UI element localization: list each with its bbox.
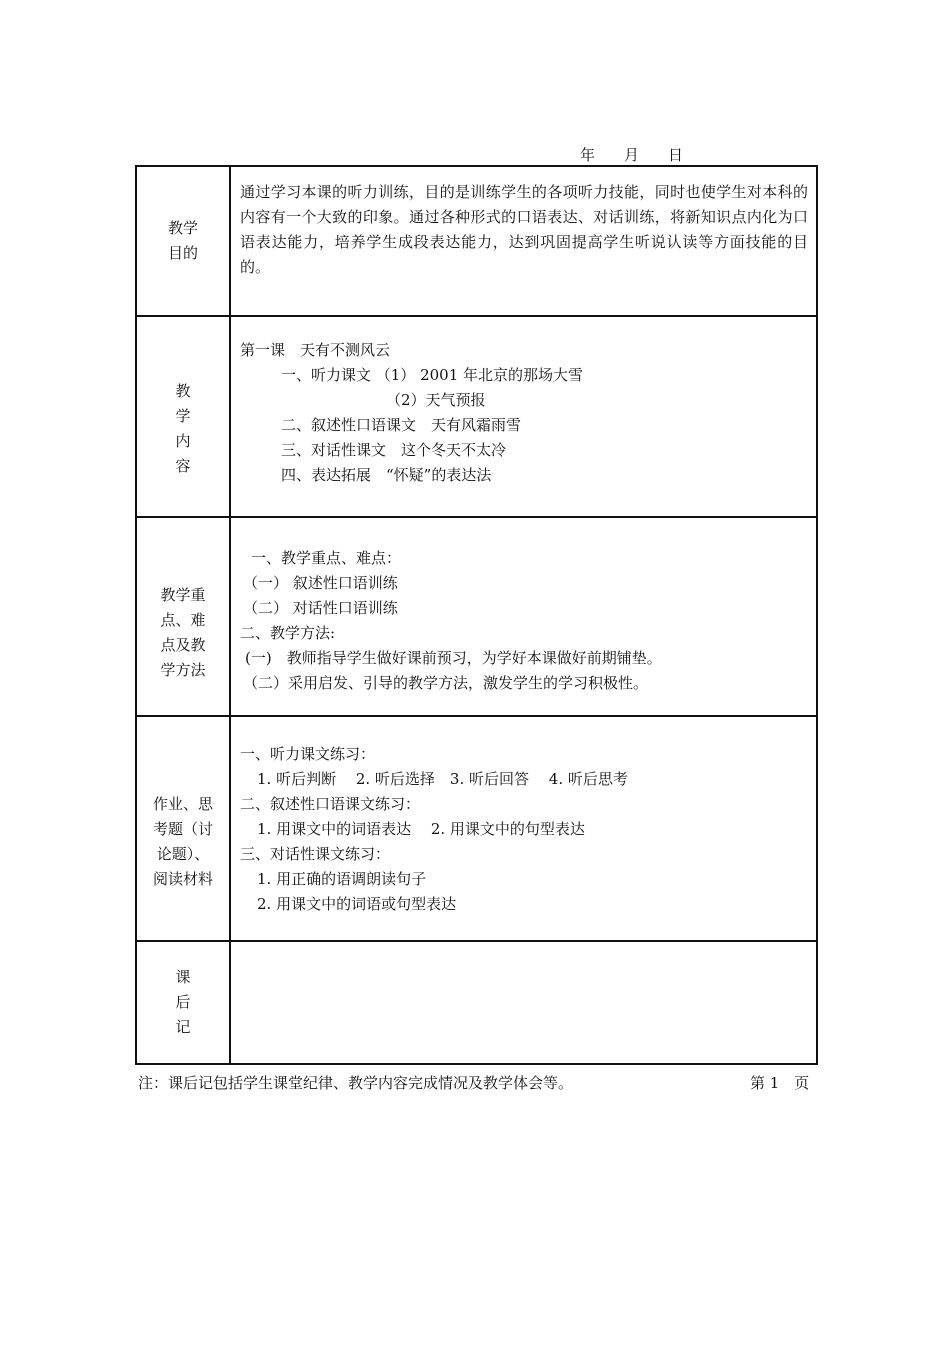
homework-line: 一、听力课文练习： [240, 745, 376, 763]
label-line: 教学 [167, 219, 198, 237]
label-line: 考题（讨 [152, 819, 213, 838]
month-label: 月 [624, 146, 640, 164]
objective-row [136, 166, 817, 316]
content-line: 三、对话性课文 这个冬天不太冷 [281, 440, 507, 459]
focus-line: （二） 对话性口语训练 [243, 598, 398, 617]
footer [138, 1072, 818, 1092]
objective-cell [230, 166, 817, 316]
afterword-cell [230, 941, 817, 1064]
label-line: 内 [175, 431, 191, 450]
day-label: 日 [668, 146, 684, 164]
label-line: 论题）、 [156, 844, 210, 863]
focus-line: （一） 叙述性口语训练 [243, 573, 398, 592]
content-cell [230, 316, 817, 517]
content-line: 一、听力课文 （1） 2001 年北京的那场大雪 [281, 365, 584, 384]
label-line: 目的 [167, 244, 198, 262]
content-row [136, 316, 817, 517]
afterword-label [136, 941, 230, 1064]
focus-label [136, 517, 230, 716]
afterword-row [136, 941, 817, 1064]
label-line: 教学重 [160, 585, 206, 604]
focus-line: 二、教学方法: [240, 623, 336, 642]
content-line: 二、叙述性口语课文 天有风霜雨雪 [281, 415, 522, 434]
objective-label [136, 166, 230, 316]
label-line: 课 [175, 968, 191, 986]
label-line: 容 [175, 456, 191, 475]
homework-cell [230, 716, 817, 941]
homework-line: 1. 用正确的语调朗读句子 [257, 870, 427, 888]
objective-text: 通过学习本课的听力训练，目的是训练学生的各项听力技能，同时也使学生对本科的内容有一个大致的印象。通过各种形式的口语表达、对话训练，将新知识点内化为口语表达能力，培养学生成段表达能力，达到巩固提高学生听说认读等方面技能的目的。 [240, 183, 808, 276]
focus-cell [230, 517, 817, 716]
label-line: 阅读材料 [152, 869, 213, 888]
label-line: 作业、思 [152, 794, 213, 813]
focus-line: （二）采用启发、引导的教学方法，激发学生的学习积极性。 [243, 673, 649, 692]
focus-row [136, 517, 817, 716]
content-label [136, 316, 230, 517]
lesson-title: 第一课 天有不测风云 [240, 340, 391, 359]
label-line: 学方法 [160, 660, 206, 679]
homework-line: 三、对话性课文练习： [240, 845, 391, 863]
label-line: 教 [175, 381, 191, 400]
homework-row [136, 716, 817, 941]
focus-line: 一、教学重点、难点： [251, 548, 402, 567]
footer-note: 注：课后记包括学生课堂纪律、教学内容完成情况及教学体会等。 [138, 1074, 574, 1092]
content-line: 四、表达拓展 “怀疑”的表达法 [281, 465, 492, 484]
label-line: 点及教 [160, 635, 206, 654]
year-label: 年 [580, 146, 596, 164]
homework-line: 2. 用课文中的词语或句型表达 [257, 895, 457, 913]
page-number: 第 1 页 [750, 1074, 810, 1092]
label-line: 学 [175, 406, 191, 425]
date-line [580, 144, 820, 164]
lesson-plan-table [135, 165, 818, 1065]
homework-line: 1. 听后判断 2. 听后选择 3. 听后回答 4. 听后思考 [257, 770, 628, 788]
homework-line: 1. 用课文中的词语表达 2. 用课文中的句型表达 [257, 820, 585, 838]
content-line: （2）天气预报 [386, 390, 486, 409]
homework-label [136, 716, 230, 941]
label-line: 记 [175, 1018, 191, 1036]
homework-line: 二、叙述性口语课文练习： [240, 795, 421, 813]
label-line: 后 [175, 993, 191, 1011]
focus-line: (一) 教师指导学生做好课前预习，为学好本课做好前期铺垫。 [245, 648, 662, 667]
label-line: 点、难 [160, 610, 206, 629]
